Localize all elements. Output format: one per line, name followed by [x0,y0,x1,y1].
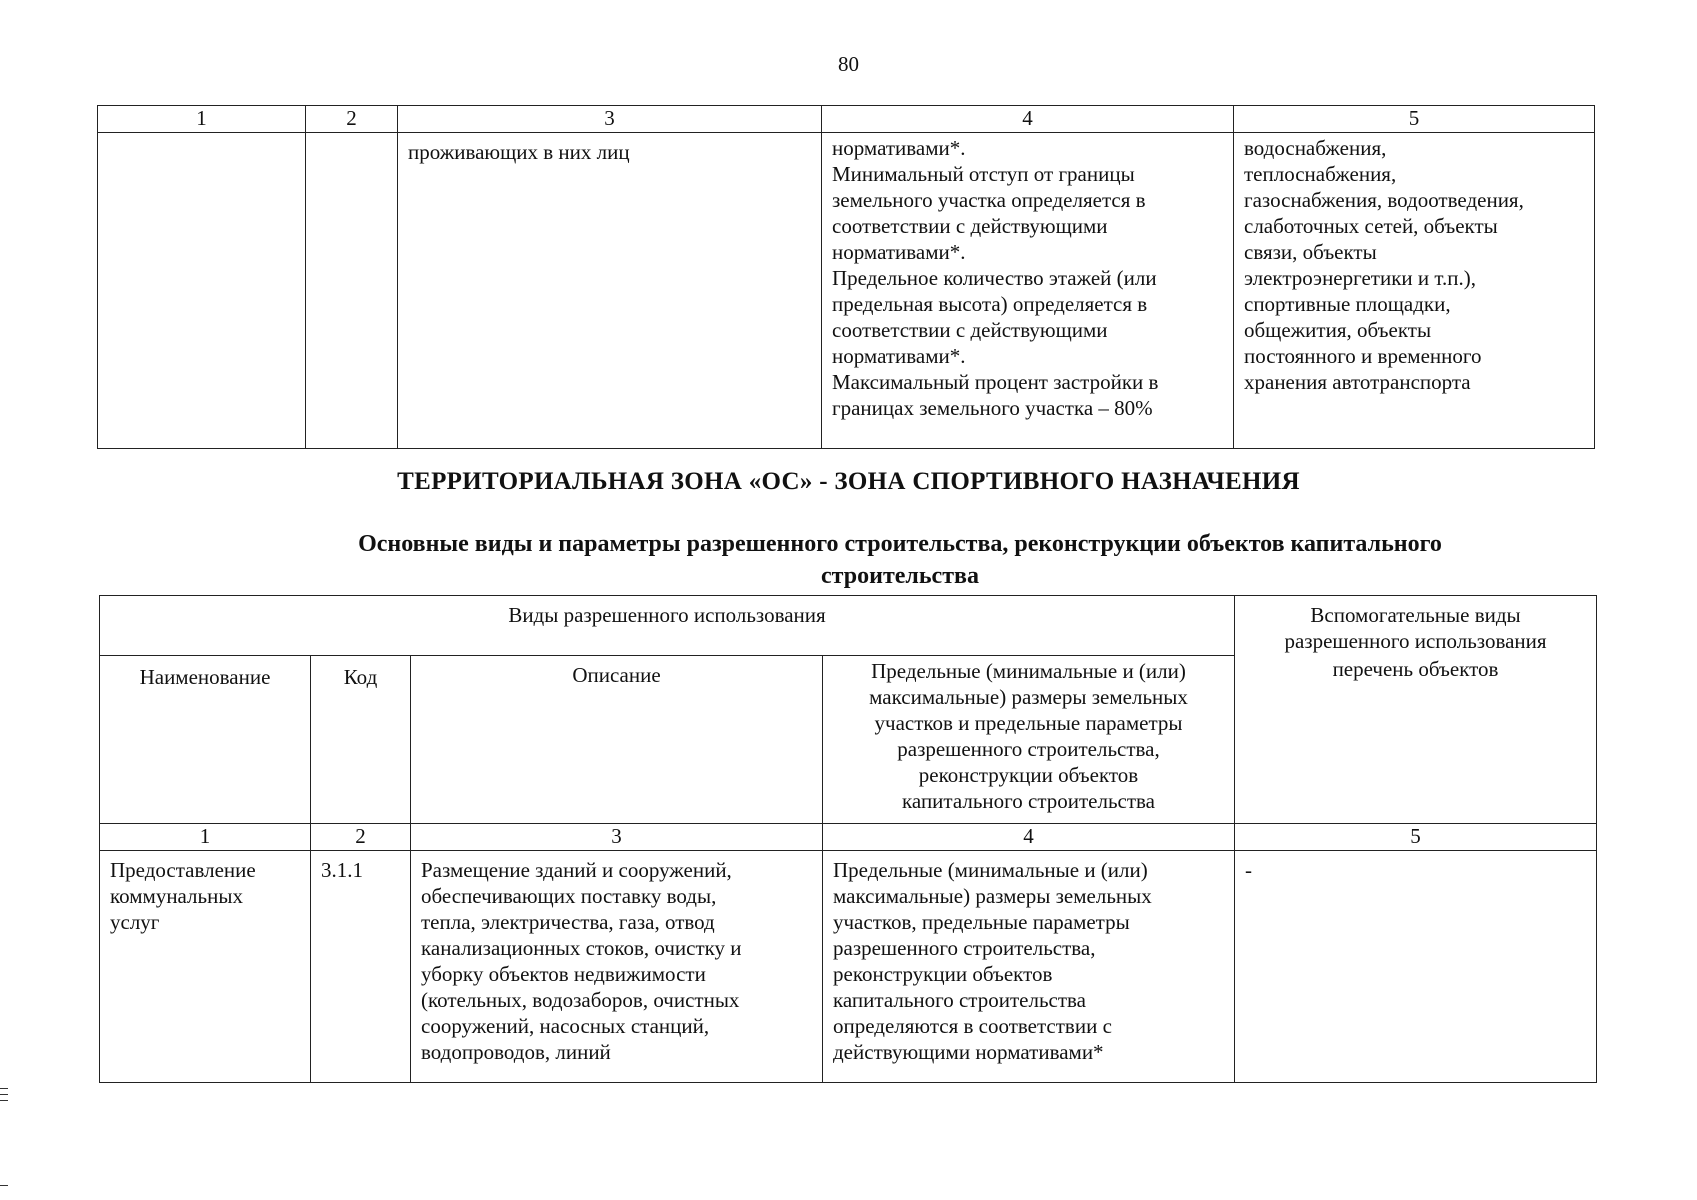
section-title-line: строительства [821,563,979,589]
page-number: 80 [838,52,859,76]
text-line: Размещение зданий и сооружений, [421,858,732,882]
header-code: Код [311,656,411,824]
header-name: Наименование [100,656,311,824]
text-line: газоснабжения, водоотведения, [1244,188,1524,212]
text-line: тепла, электричества, газа, отвод [421,910,715,934]
text-line: Предельное количество этажей (или [832,266,1157,290]
text-line: слаботочных сетей, объекты [1244,214,1498,238]
text-line: связи, объекты [1244,240,1377,264]
column-number-row [100,824,1597,851]
group-header-aux [1235,596,1597,824]
text-line: участков и предельные параметры [874,711,1183,735]
text-line: Минимальный отступ от границы [832,162,1135,186]
text-line: обеспечивающих поставку воды, [421,884,717,908]
limits-cell [822,133,1234,449]
text-line: сооружений, насосных станций, [421,1014,710,1038]
text-line: Вспомогательные виды [1310,603,1521,627]
continuation-table [97,105,1595,449]
text-line: участков, предельные параметры [833,910,1130,934]
text-line: Предельные (минимальные и (или) [833,858,1148,882]
text-line: нормативами*. [832,344,966,368]
text-line: уборку объектов недвижимости [421,962,706,986]
text-line: разрешенного использования [1284,629,1547,653]
text-line: соответствии с действующими [832,214,1108,238]
text-line: определяются в соответствии с [833,1014,1112,1038]
text-line: коммунальных [110,884,243,908]
name-cell [98,133,306,449]
column-number: 2 [311,824,411,851]
text-line: (котельных, водозаборов, очистных [421,988,740,1012]
text-line: постоянного и временного [1244,344,1482,368]
margin-mark [0,1088,8,1089]
margin-mark [0,1094,8,1095]
text-line: Предоставление [110,858,256,882]
zone-title: ТЕРРИТОРИАЛЬНАЯ ЗОНА «ОС» - ЗОНА СПОРТИВНОГО НАЗНАЧЕНИЯ [397,468,1300,495]
text-line: электроэнергетики и т.п.), [1244,266,1476,290]
margin-mark [0,1185,8,1186]
objects-header: перечень объектов [1332,657,1499,681]
text-line: канализационных стоков, очистку и [421,936,742,960]
column-number: 1 [100,824,311,851]
column-number: 3 [398,106,822,133]
text-line: спортивные площадки, [1244,292,1451,316]
text-line: предельная высота) определяется в [832,292,1148,316]
description-cell: проживающих в них лиц [398,133,822,449]
text-line: водоснабжения, [1244,136,1387,160]
text-line: общежития, объекты [1244,318,1432,342]
text-line: хранения автотранспорта [1244,370,1471,394]
text-line: нормативами*. [832,240,966,264]
aux-cell: - [1235,851,1597,1083]
text-line: разрешенного строительства, [833,936,1096,960]
text-line: земельного участка определяется в [832,188,1146,212]
text-line: реконструкции объектов [833,962,1053,986]
column-number: 4 [823,824,1235,851]
text-line: максимальные) размеры земельных [833,884,1152,908]
text-line: теплоснабжения, [1244,162,1397,186]
text-line: максимальные) размеры земельных [869,685,1188,709]
text-line: Предельные (минимальные и (или) [871,659,1186,683]
permitted-use-table [99,595,1597,1083]
text-line: капитального строительства [902,789,1155,813]
column-number: 4 [822,106,1234,133]
header-description: Описание [411,656,823,824]
text-line: водопроводов, линий [421,1040,611,1064]
column-number: 5 [1235,824,1597,851]
limits-cell [823,851,1235,1083]
text-line: капитального строительства [833,988,1086,1012]
objects-cell [1234,133,1595,449]
code-cell: 3.1.1 [311,851,411,1083]
table-row [100,851,1597,1083]
description-cell [411,851,823,1083]
section-title [250,528,1550,592]
column-number: 3 [411,824,823,851]
column-number: 1 [98,106,306,133]
text-line: нормативами*. [832,136,966,160]
column-number: 5 [1234,106,1595,133]
column-number: 2 [306,106,398,133]
group-header-row [100,596,1597,656]
code-cell [306,133,398,449]
text-line: услуг [110,910,160,934]
text-line: соответствии с действующими [832,318,1108,342]
section-title-line: Основные виды и параметры разрешенного строительства, реконструкции объектов капитального [358,531,1442,557]
text-line: разрешенного строительства, [897,737,1160,761]
margin-mark [0,1100,8,1101]
group-header-main: Виды разрешенного использования [100,596,1235,656]
text-line: реконструкции объектов [918,763,1139,787]
table-row [98,133,1595,449]
text-line: действующими нормативами* [833,1040,1104,1064]
text-line: границах земельного участка – 80% [832,396,1153,420]
name-cell [100,851,311,1083]
column-number-row [98,106,1595,133]
text-line: Максимальный процент застройки в [832,370,1159,394]
header-limits [823,656,1235,824]
